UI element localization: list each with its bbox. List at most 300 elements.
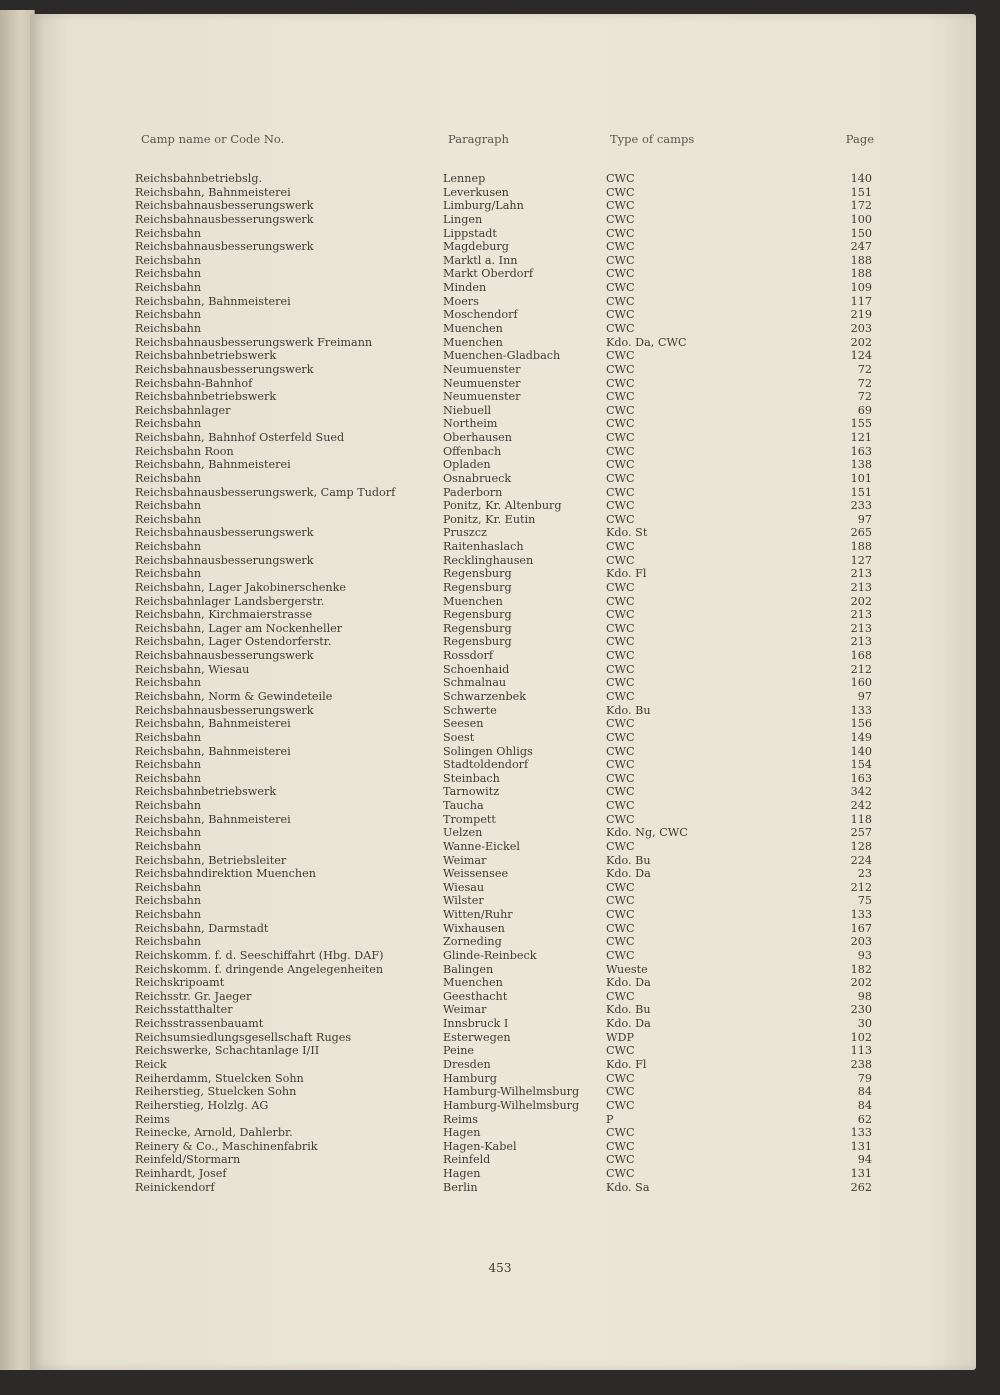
camp-type-cell: CWC: [606, 321, 635, 335]
camp-name-cell: Reichsbahn, Betriebsleiter: [135, 853, 287, 867]
paragraph-cell: Neumuenster: [443, 376, 521, 390]
page-cell: 118: [850, 812, 872, 826]
page-cell: 212: [850, 880, 872, 894]
paragraph-cell: Recklinghausen: [443, 553, 534, 567]
page-cell: 151: [850, 185, 872, 199]
paragraph-cell: Lingen: [443, 212, 483, 226]
table-row: [0, 404, 1000, 418]
table-row: [0, 1140, 1000, 1154]
page-cell: 163: [850, 771, 872, 785]
paragraph-cell: Reinfeld: [443, 1153, 491, 1167]
page-cell: 75: [857, 894, 872, 908]
camp-name-cell: Reinhardt, Josef: [135, 1167, 227, 1180]
page-cell: 202: [850, 335, 872, 349]
camp-name-cell: Reichsbahnausbesserungswerk Freimann: [135, 335, 373, 349]
camp-type-cell: CWC: [606, 362, 635, 376]
camp-type-cell: Kdo. Da: [606, 867, 651, 881]
page-cell: 163: [850, 444, 872, 458]
paragraph-cell: Hagen: [443, 1167, 481, 1180]
paragraph-cell: Zorneding: [443, 935, 502, 949]
camp-type-cell: CWC: [606, 390, 635, 404]
page-cell: 84: [857, 1098, 872, 1112]
camp-name-cell: Reichsbahn, Bahnmeisterei: [135, 717, 291, 731]
table-row: [0, 1003, 1000, 1017]
table-row: [0, 976, 1000, 990]
camp-type-cell: WDP: [606, 1030, 634, 1044]
table-row: [0, 554, 1000, 568]
camp-name-cell: Reick: [135, 1058, 167, 1071]
page-cell: 94: [857, 1153, 872, 1167]
page-cell: 212: [850, 662, 872, 676]
paragraph-cell: Lippstadt: [443, 226, 497, 240]
camp-name-cell: Reinickendorf: [135, 1180, 215, 1194]
table-row: [0, 635, 1000, 649]
table-row: [0, 281, 1000, 295]
camp-name-cell: Reichsbahnbetriebswerk: [135, 390, 277, 404]
camp-name-cell: Reinfeld/Stormarn: [135, 1153, 241, 1167]
camp-name-cell: Reichsbahnausbesserungswerk: [135, 212, 314, 226]
page-cell: 188: [850, 267, 872, 281]
table-row: [0, 472, 1000, 486]
camp-type-cell: CWC: [606, 812, 635, 826]
table-row: [0, 172, 1000, 186]
camp-type-cell: Kdo. St: [606, 526, 648, 540]
paragraph-cell: Moers: [443, 294, 479, 308]
camp-name-cell: Reichsbahnbetriebswerk: [135, 349, 277, 363]
table-row: [0, 1072, 1000, 1086]
table-row: [0, 240, 1000, 254]
paragraph-cell: Neumuenster: [443, 362, 521, 376]
page-cell: 72: [857, 362, 872, 376]
camp-type-cell: CWC: [606, 580, 635, 594]
camp-name-cell: Reichsbahnausbesserungswerk: [135, 703, 314, 717]
table-row: [0, 295, 1000, 309]
camp-name-cell: Reiherstieg, Holzlg. AG: [135, 1098, 269, 1112]
page-cell: 113: [850, 1044, 872, 1058]
camp-name-cell: Reinecke, Arnold, Dahlerbr.: [135, 1126, 293, 1140]
camp-name-cell: Reichsbahn: [135, 880, 202, 894]
camp-name-cell: Reichsbahn: [135, 908, 202, 921]
table-row: [0, 840, 1000, 854]
table-row: [0, 445, 1000, 459]
camp-name-cell: Reichsbahn: [135, 471, 202, 485]
table-row: [0, 799, 1000, 813]
table-row: [0, 213, 1000, 227]
table-row: [0, 322, 1000, 336]
camp-type-cell: CWC: [606, 594, 635, 608]
page-cell: 138: [850, 458, 872, 472]
table-row: [0, 458, 1000, 472]
paragraph-cell: Moschendorf: [443, 308, 518, 322]
table-row: [0, 431, 1000, 445]
table-row: [0, 881, 1000, 895]
paragraph-cell: Muenchen: [443, 976, 503, 990]
camp-type-cell: Wueste: [606, 962, 648, 976]
camp-name-cell: Reichsbahn: [135, 417, 202, 431]
camp-type-cell: CWC: [606, 649, 635, 662]
paragraph-cell: Schwarzenbek: [443, 689, 527, 703]
camp-type-cell: CWC: [606, 935, 635, 949]
paragraph-cell: Esterwegen: [443, 1030, 511, 1044]
page-cell: 93: [857, 948, 872, 962]
page-cell: 168: [850, 649, 872, 662]
page-cell: 242: [850, 799, 872, 812]
paragraph-cell: Peine: [443, 1044, 475, 1058]
camp-name-cell: Reichsbahnausbesserungswerk: [135, 362, 314, 376]
paragraph-cell: Niebuell: [443, 403, 492, 417]
paragraph-cell: Ponitz, Kr. Altenburg: [443, 499, 562, 513]
table-row: [0, 663, 1000, 677]
paragraph-cell: Weissensee: [443, 867, 509, 881]
camp-type-cell: CWC: [606, 839, 635, 853]
page-cell: 154: [850, 758, 872, 772]
camp-name-cell: Reims: [135, 1112, 170, 1126]
header-paragraph: Paragraph: [448, 132, 509, 146]
camp-type-cell: CWC: [606, 621, 635, 635]
paragraph-cell: Wiesau: [443, 880, 485, 894]
page-cell: 213: [850, 580, 872, 594]
paragraph-cell: Taucha: [443, 799, 484, 812]
page-cell: 133: [850, 703, 872, 717]
table-row: [0, 935, 1000, 949]
table-row: [0, 990, 1000, 1004]
camp-type-cell: CWC: [606, 540, 635, 553]
camp-name-cell: Reichsbahn, Wiesau: [135, 662, 250, 676]
camp-type-cell: CWC: [606, 635, 635, 649]
camp-type-cell: CWC: [606, 281, 635, 294]
table-row: [0, 908, 1000, 922]
camp-name-cell: Reichskomm. f. d. Seeschiffahrt (Hbg. DAF): [135, 948, 384, 962]
page-cell: 30: [857, 1017, 872, 1031]
camp-name-cell: Reiherdamm, Stuelcken Sohn: [135, 1071, 304, 1085]
table-row: [0, 963, 1000, 977]
camp-type-cell: CWC: [606, 908, 635, 921]
table-row: [0, 499, 1000, 513]
table-row: [0, 363, 1000, 377]
camp-type-cell: CWC: [606, 212, 635, 226]
paragraph-cell: Rossdorf: [443, 649, 494, 662]
camp-type-cell: CWC: [606, 1153, 635, 1167]
camp-name-cell: Reichsbahn, Bahnmeisterei: [135, 744, 291, 758]
camp-type-cell: CWC: [606, 717, 635, 731]
paragraph-cell: Geesthacht: [443, 989, 508, 1003]
camp-name-cell: Reichsbahn: [135, 321, 202, 335]
paragraph-cell: Glinde-Reinbeck: [443, 948, 537, 962]
camp-type-cell: Kdo. Bu: [606, 853, 651, 867]
page-cell: 140: [850, 744, 872, 758]
camp-type-cell: CWC: [606, 1071, 635, 1085]
camp-type-cell: CWC: [606, 431, 635, 444]
paragraph-cell: Wanne-Eickel: [443, 839, 520, 853]
paragraph-cell: Schmalnau: [443, 676, 507, 690]
page-cell: 156: [850, 717, 872, 731]
camp-type-cell: CWC: [606, 989, 635, 1003]
paragraph-cell: Seesen: [443, 717, 484, 731]
camp-type-cell: Kdo. Fl: [606, 567, 647, 581]
camp-type-cell: Kdo. Ng, CWC: [606, 826, 688, 840]
header-camp-name: Camp name or Code No.: [141, 132, 285, 146]
table-row: [0, 758, 1000, 772]
camp-name-cell: Reichswerke, Schachtanlage I/II: [135, 1044, 320, 1058]
table-row: [0, 949, 1000, 963]
camp-type-cell: CWC: [606, 253, 635, 267]
camp-type-cell: CWC: [606, 744, 635, 758]
paragraph-cell: Regensburg: [443, 608, 512, 622]
camp-name-cell: Reichsbahn: [135, 253, 202, 267]
page-cell: 182: [850, 962, 872, 976]
table-row: [0, 894, 1000, 908]
table-row: [0, 867, 1000, 881]
table-row: [0, 1099, 1000, 1113]
table-row: [0, 267, 1000, 281]
paragraph-cell: Schoenhaid: [443, 662, 510, 676]
paragraph-cell: Pruszcz: [443, 526, 487, 540]
paragraph-cell: Ponitz, Kr. Eutin: [443, 512, 536, 526]
camp-type-cell: CWC: [606, 458, 635, 472]
page-number: 453: [488, 1261, 512, 1275]
camp-name-cell: Reichsbahn: [135, 267, 202, 281]
camp-type-cell: CWC: [606, 921, 635, 935]
page-cell: 203: [850, 321, 872, 335]
page-cell: 233: [850, 499, 872, 513]
table-row: [0, 731, 1000, 745]
camp-name-cell: Reichsbahnausbesserungswerk: [135, 526, 314, 540]
page-cell: 69: [857, 403, 872, 417]
camp-name-cell: Reichsbahn: [135, 935, 202, 949]
page-cell: 262: [850, 1180, 872, 1194]
table-row: [0, 690, 1000, 704]
page-cell: 72: [857, 376, 872, 390]
camp-name-cell: Reichsbahn, Bahnmeisterei: [135, 812, 291, 826]
table-row: [0, 826, 1000, 840]
camp-type-cell: CWC: [606, 662, 635, 676]
camp-type-cell: Kdo. Fl: [606, 1058, 647, 1071]
camp-name-cell: Reichsbahnausbesserungswerk: [135, 553, 314, 567]
paragraph-cell: Offenbach: [443, 444, 502, 458]
paragraph-cell: Marktl a. Inn: [443, 253, 518, 267]
table-row: [0, 567, 1000, 581]
camp-type-cell: Kdo. Bu: [606, 703, 651, 717]
camp-type-cell: CWC: [606, 948, 635, 962]
camp-type-cell: CWC: [606, 226, 635, 240]
table-row: [0, 772, 1000, 786]
table-row: [0, 676, 1000, 690]
camp-type-cell: CWC: [606, 730, 635, 744]
paragraph-cell: Minden: [443, 281, 487, 294]
camp-name-cell: Reichsstrassenbauamt: [135, 1017, 264, 1031]
page-cell: 238: [850, 1058, 872, 1071]
page-cell: 230: [850, 1003, 872, 1017]
paragraph-cell: Schwerte: [443, 703, 497, 717]
page-cell: 140: [850, 172, 872, 185]
page-cell: 133: [850, 1126, 872, 1140]
paragraph-cell: Regensburg: [443, 621, 512, 635]
paragraph-cell: Steinbach: [443, 771, 500, 785]
camp-name-cell: Reichsbahn: [135, 826, 202, 840]
paragraph-cell: Limburg/Lahn: [443, 199, 524, 213]
paragraph-cell: Regensburg: [443, 567, 512, 581]
camp-name-cell: Reichsbahn: [135, 758, 202, 772]
page-cell: 97: [857, 512, 872, 526]
page-cell: 219: [850, 308, 872, 322]
page-cell: 149: [850, 730, 872, 744]
table-row: [0, 1153, 1000, 1167]
paragraph-cell: Tarnowitz: [443, 785, 500, 799]
camp-type-cell: CWC: [606, 485, 635, 499]
paragraph-cell: Muenchen: [443, 335, 503, 349]
paragraph-cell: Hamburg: [443, 1071, 497, 1085]
camp-type-cell: CWC: [606, 294, 635, 308]
camp-name-cell: Reichsbahn, Lager Ostendorferstr.: [135, 635, 332, 649]
camp-name-cell: Reichsbahn: [135, 894, 202, 908]
camp-name-cell: Reichsbahn, Darmstadt: [135, 921, 269, 935]
page-cell: 124: [850, 349, 872, 363]
camp-type-cell: Kdo. Bu: [606, 1003, 651, 1017]
page-cell: 203: [850, 935, 872, 949]
table-row: [0, 513, 1000, 527]
table-row: [0, 1085, 1000, 1099]
page-cell: 172: [850, 199, 872, 213]
camp-type-cell: Kdo. Da: [606, 1017, 651, 1031]
page-cell: 84: [857, 1085, 872, 1099]
camp-type-cell: CWC: [606, 785, 635, 799]
camp-type-cell: CWC: [606, 1044, 635, 1058]
camp-name-cell: Reichsbahnausbesserungswerk: [135, 649, 314, 662]
page-cell: 188: [850, 540, 872, 553]
camp-name-cell: Reichskripoamt: [135, 976, 225, 990]
camp-name-cell: Reichsbahn, Norm & Gewindeteile: [135, 689, 333, 703]
camp-name-cell: Reichsbahn, Bahnmeisterei: [135, 294, 291, 308]
paragraph-cell: Muenchen-Gladbach: [443, 349, 561, 363]
table-row: [0, 622, 1000, 636]
table-row: [0, 336, 1000, 350]
camp-name-cell: Reichsbahnlager: [135, 403, 231, 417]
page-cell: 257: [850, 826, 872, 840]
page-cell: 72: [857, 390, 872, 404]
page-cell: 100: [850, 212, 872, 226]
camp-name-cell: Reichsbahnbetriebswerk: [135, 785, 277, 799]
paragraph-cell: Leverkusen: [443, 185, 509, 199]
camp-type-cell: CWC: [606, 240, 635, 254]
table-row: [0, 1044, 1000, 1058]
camp-name-cell: Reichsbahn: [135, 799, 202, 812]
paragraph-cell: Hagen: [443, 1126, 481, 1140]
table-row: [0, 608, 1000, 622]
camp-name-cell: Reichsbahn, Bahnmeisterei: [135, 458, 291, 472]
paragraph-cell: Uelzen: [443, 826, 483, 840]
page-cell: 151: [850, 485, 872, 499]
table-row: [0, 745, 1000, 759]
paragraph-cell: Reims: [443, 1112, 478, 1126]
table-row: [0, 785, 1000, 799]
camp-type-cell: CWC: [606, 417, 635, 431]
paragraph-cell: Stadtoldendorf: [443, 758, 529, 772]
paragraph-cell: Weimar: [443, 853, 487, 867]
paragraph-cell: Hamburg-Wilhelmsburg: [443, 1085, 580, 1099]
column-header-row: [0, 132, 1000, 146]
camp-type-cell: CWC: [606, 376, 635, 390]
camp-type-cell: CWC: [606, 403, 635, 417]
page-cell: 23: [857, 867, 872, 881]
camp-name-cell: Reichsbahndirektion Muenchen: [135, 867, 316, 881]
camp-name-cell: Reichsbahn Roon: [135, 444, 234, 458]
page-cell: 155: [850, 417, 872, 431]
page-cell: 213: [850, 567, 872, 581]
table-row: [0, 227, 1000, 241]
camp-name-cell: Reichsumsiedlungsgesellschaft Ruges: [135, 1030, 352, 1044]
camp-name-cell: Reichsbahn: [135, 839, 202, 853]
paragraph-cell: Oberhausen: [443, 431, 512, 444]
page-cell: 167: [850, 921, 872, 935]
camp-name-cell: Reichsstr. Gr. Jaeger: [135, 989, 252, 1003]
page-cell: 102: [850, 1030, 872, 1044]
camp-type-cell: CWC: [606, 499, 635, 513]
paragraph-cell: Hamburg-Wilhelmsburg: [443, 1098, 580, 1112]
page-cell: 160: [850, 676, 872, 690]
table-row: [0, 390, 1000, 404]
paragraph-cell: Wixhausen: [443, 921, 505, 935]
camp-type-cell: Kdo. Sa: [606, 1180, 650, 1194]
page-cell: 117: [850, 294, 872, 308]
camp-name-cell: Reichsbahn: [135, 567, 202, 581]
page-cell: 131: [850, 1167, 872, 1180]
table-row: [0, 1113, 1000, 1127]
page-cell: 98: [857, 989, 872, 1003]
table-row: [0, 417, 1000, 431]
table-row: [0, 922, 1000, 936]
camp-type-cell: P: [606, 1112, 614, 1126]
paragraph-cell: Weimar: [443, 1003, 487, 1017]
camp-name-cell: Reichsbahn, Bahnmeisterei: [135, 185, 291, 199]
paragraph-cell: Witten/Ruhr: [443, 908, 513, 921]
page-cell: 128: [850, 839, 872, 853]
camp-type-cell: CWC: [606, 553, 635, 567]
paragraph-cell: Solingen Ohligs: [443, 744, 533, 758]
paragraph-cell: Dresden: [443, 1058, 491, 1071]
camp-name-cell: Reichsbahn: [135, 730, 202, 744]
camp-type-cell: CWC: [606, 471, 635, 485]
table-row: [0, 526, 1000, 540]
table-row: [0, 186, 1000, 200]
camp-type-cell: Kdo. Da: [606, 976, 651, 990]
page-cell: 109: [850, 281, 872, 294]
table-row: [0, 854, 1000, 868]
table-row: [0, 486, 1000, 500]
table-row: [0, 349, 1000, 363]
paragraph-cell: Regensburg: [443, 580, 512, 594]
camp-name-cell: Reichsbahn, Kirchmaierstrasse: [135, 608, 313, 622]
camp-type-cell: CWC: [606, 1139, 635, 1153]
camp-type-cell: CWC: [606, 758, 635, 772]
camp-type-cell: CWC: [606, 1098, 635, 1112]
camp-name-cell: Reichsbahnausbesserungswerk: [135, 240, 314, 254]
page-cell: 150: [850, 226, 872, 240]
camp-name-cell: Reinery & Co., Maschinenfabrik: [135, 1139, 318, 1153]
paragraph-cell: Balingen: [443, 962, 494, 976]
paragraph-cell: Innsbruck I: [443, 1017, 509, 1031]
camp-name-cell: Reichsbahnlager Landsbergerstr.: [135, 594, 325, 608]
camp-name-cell: Reichsbahn: [135, 499, 202, 513]
page-cell: 188: [850, 253, 872, 267]
page-cell: 213: [850, 635, 872, 649]
page-cell: 131: [850, 1139, 872, 1153]
table-row: [0, 377, 1000, 391]
paragraph-cell: Osnabrueck: [443, 471, 512, 485]
table-row: [0, 1017, 1000, 1031]
page-cell: 265: [850, 526, 872, 540]
camp-name-cell: Reichsbahn, Lager am Nockenheller: [135, 621, 343, 635]
camp-name-cell: Reichsbahn: [135, 771, 202, 785]
